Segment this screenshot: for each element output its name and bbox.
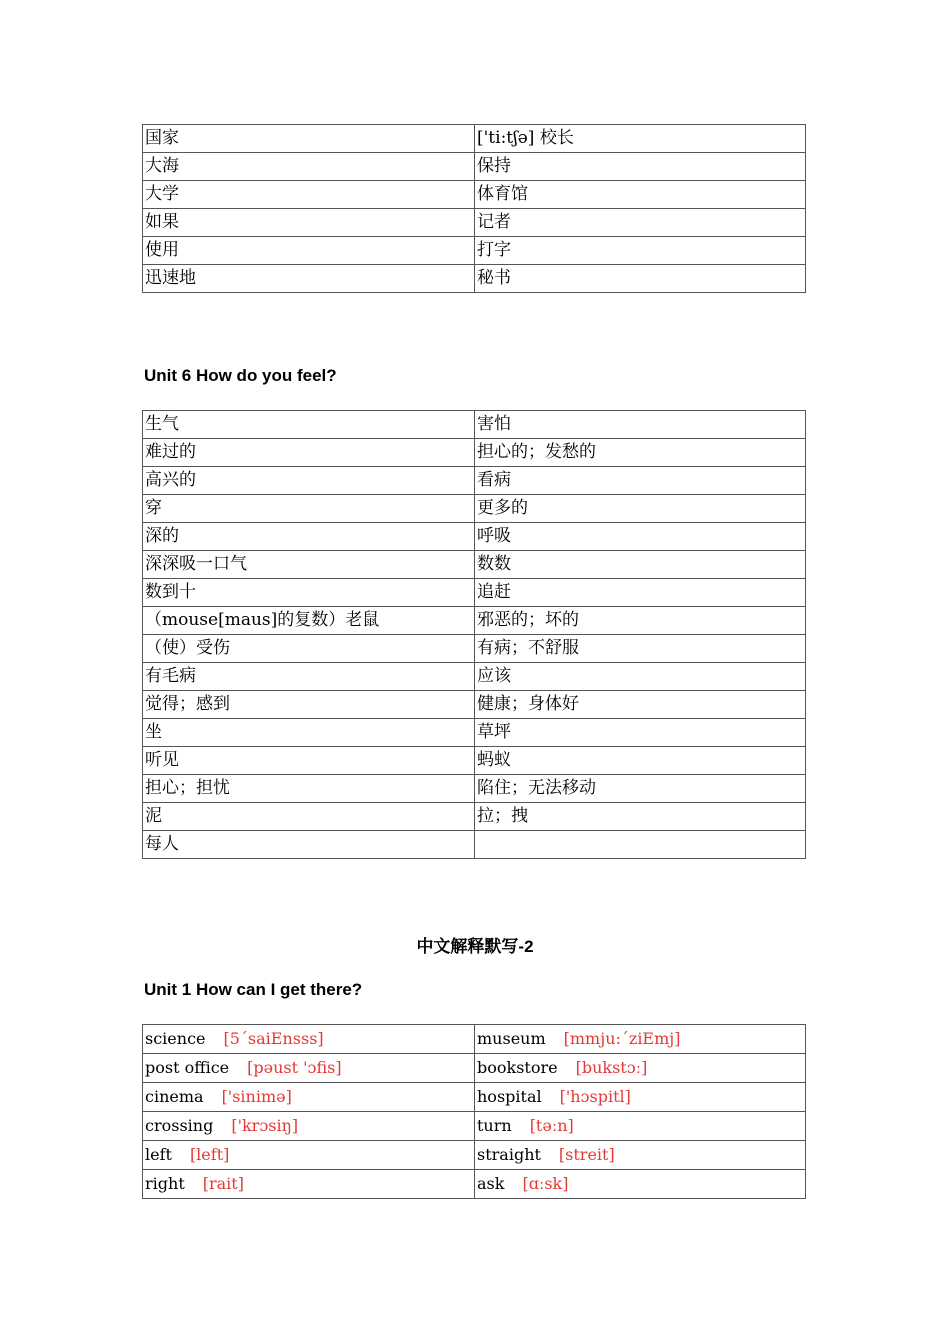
- table-row: [143, 775, 806, 803]
- table-row: [143, 439, 806, 467]
- vocab-word: post office: [145, 1058, 230, 1077]
- table-cell: 难过的: [143, 439, 475, 467]
- vocab-word: turn: [477, 1116, 512, 1135]
- table-cell: [143, 1054, 475, 1083]
- vocab-table-unit1: [142, 1024, 806, 1199]
- table-cell: 蚂蚁: [475, 747, 806, 775]
- table-cell: 泥: [143, 803, 475, 831]
- table-row: [143, 691, 806, 719]
- table-cell: ['ti:tʃə] 校长: [475, 125, 806, 153]
- table-cell: （使）受伤: [143, 635, 475, 663]
- table-cell: 草坪: [475, 719, 806, 747]
- vocab-phonetic: [streit]: [558, 1145, 615, 1164]
- table-cell: 大学: [143, 181, 475, 209]
- table-row: [143, 153, 806, 181]
- section-title: 中文解释默写-2: [416, 937, 534, 956]
- table-cell: 记者: [475, 209, 806, 237]
- vocab-word: museum: [477, 1029, 546, 1048]
- table-cell: 数到十: [143, 579, 475, 607]
- table-row: [143, 1025, 806, 1054]
- table-cell: 邪恶的；坏的: [475, 607, 806, 635]
- table-cell: 打字: [475, 237, 806, 265]
- vocab-word: science: [145, 1029, 206, 1048]
- vocab-phonetic: [ɑːsk]: [522, 1174, 569, 1193]
- table-cell: 坐: [143, 719, 475, 747]
- table-row: [143, 1141, 806, 1170]
- vocab-word: right: [145, 1174, 185, 1193]
- table-cell: [475, 831, 806, 859]
- table-cell: 呼吸: [475, 523, 806, 551]
- table-cell: [475, 1025, 806, 1054]
- table-cell: 追赶: [475, 579, 806, 607]
- table-row: [143, 719, 806, 747]
- table-row: [143, 265, 806, 293]
- unit1-title: Unit 1 How can I get there?: [144, 980, 363, 999]
- table-cell: [475, 1141, 806, 1170]
- table-cell: 更多的: [475, 495, 806, 523]
- vocab-phonetic: [bukstɔː]: [575, 1058, 648, 1077]
- table-cell: 害怕: [475, 411, 806, 439]
- table-cell: 保持: [475, 153, 806, 181]
- table-cell: 有病；不舒服: [475, 635, 806, 663]
- vocab-word: straight: [477, 1145, 541, 1164]
- vocab-phonetic: ['sinimə]: [221, 1087, 292, 1106]
- vocab-word: left: [145, 1145, 172, 1164]
- table-cell: 担心的；发愁的: [475, 439, 806, 467]
- table-cell: （mouse[maus]的复数）老鼠: [143, 607, 475, 635]
- table-row: [143, 237, 806, 265]
- table-row: [143, 803, 806, 831]
- table-cell: 迅速地: [143, 265, 475, 293]
- table-cell: 应该: [475, 663, 806, 691]
- vocab-table-top: [142, 124, 806, 293]
- vocab-phonetic: [left]: [189, 1145, 230, 1164]
- table-cell: 穿: [143, 495, 475, 523]
- table-cell: 看病: [475, 467, 806, 495]
- table-cell: 深深吸一口气: [143, 551, 475, 579]
- table-row: [143, 1112, 806, 1141]
- table-cell: 生气: [143, 411, 475, 439]
- table-row: [143, 747, 806, 775]
- table-row: [143, 831, 806, 859]
- vocab-phonetic: [təːn]: [529, 1116, 574, 1135]
- table-cell: [475, 1112, 806, 1141]
- table-cell: 有毛病: [143, 663, 475, 691]
- table-row: [143, 579, 806, 607]
- table-row: [143, 181, 806, 209]
- table-cell: [143, 1025, 475, 1054]
- table-cell: [143, 1170, 475, 1199]
- vocab-table-unit6: [142, 410, 806, 859]
- vocab-phonetic: [5´saiEnsss]: [223, 1029, 324, 1048]
- vocab-word: ask: [477, 1174, 505, 1193]
- table-row: [143, 551, 806, 579]
- table-cell: [475, 1170, 806, 1199]
- table-cell: 使用: [143, 237, 475, 265]
- vocab-word: hospital: [477, 1087, 542, 1106]
- vocab-word: cinema: [145, 1087, 204, 1106]
- vocab-word: crossing: [145, 1116, 214, 1135]
- table-cell: 听见: [143, 747, 475, 775]
- table-cell: [143, 1083, 475, 1112]
- table-cell: [475, 1083, 806, 1112]
- vocab-word: bookstore: [477, 1058, 558, 1077]
- table-row: [143, 495, 806, 523]
- table-cell: [143, 1141, 475, 1170]
- vocab-phonetic: [rait]: [202, 1174, 244, 1193]
- table-row: [143, 209, 806, 237]
- vocab-phonetic: ['hɔspitl]: [559, 1087, 631, 1106]
- table-row: [143, 125, 806, 153]
- table-cell: 担心；担忧: [143, 775, 475, 803]
- unit6-title: Unit 6 How do you feel?: [144, 366, 337, 385]
- table-cell: 国家: [143, 125, 475, 153]
- vocab-phonetic: [pəust 'ɔfis]: [247, 1058, 342, 1077]
- table-cell: 大海: [143, 153, 475, 181]
- table-cell: 如果: [143, 209, 475, 237]
- table-cell: 体育馆: [475, 181, 806, 209]
- table-cell: 高兴的: [143, 467, 475, 495]
- table-cell: 深的: [143, 523, 475, 551]
- table-cell: 每人: [143, 831, 475, 859]
- table-cell: 数数: [475, 551, 806, 579]
- table-cell: 健康；身体好: [475, 691, 806, 719]
- table-cell: 秘书: [475, 265, 806, 293]
- table-cell: 陷住；无法移动: [475, 775, 806, 803]
- table-row: [143, 1054, 806, 1083]
- vocab-phonetic: [mmju:´ziEmj]: [563, 1029, 681, 1048]
- table-row: [143, 663, 806, 691]
- table-row: [143, 1083, 806, 1112]
- table-cell: 觉得；感到: [143, 691, 475, 719]
- table-row: [143, 467, 806, 495]
- table-cell: [143, 1112, 475, 1141]
- table-row: [143, 523, 806, 551]
- table-row: [143, 1170, 806, 1199]
- table-cell: [475, 1054, 806, 1083]
- table-row: [143, 607, 806, 635]
- table-cell: 拉；拽: [475, 803, 806, 831]
- table-row: [143, 635, 806, 663]
- vocab-phonetic: ['krɔsiŋ]: [231, 1116, 299, 1135]
- table-row: [143, 411, 806, 439]
